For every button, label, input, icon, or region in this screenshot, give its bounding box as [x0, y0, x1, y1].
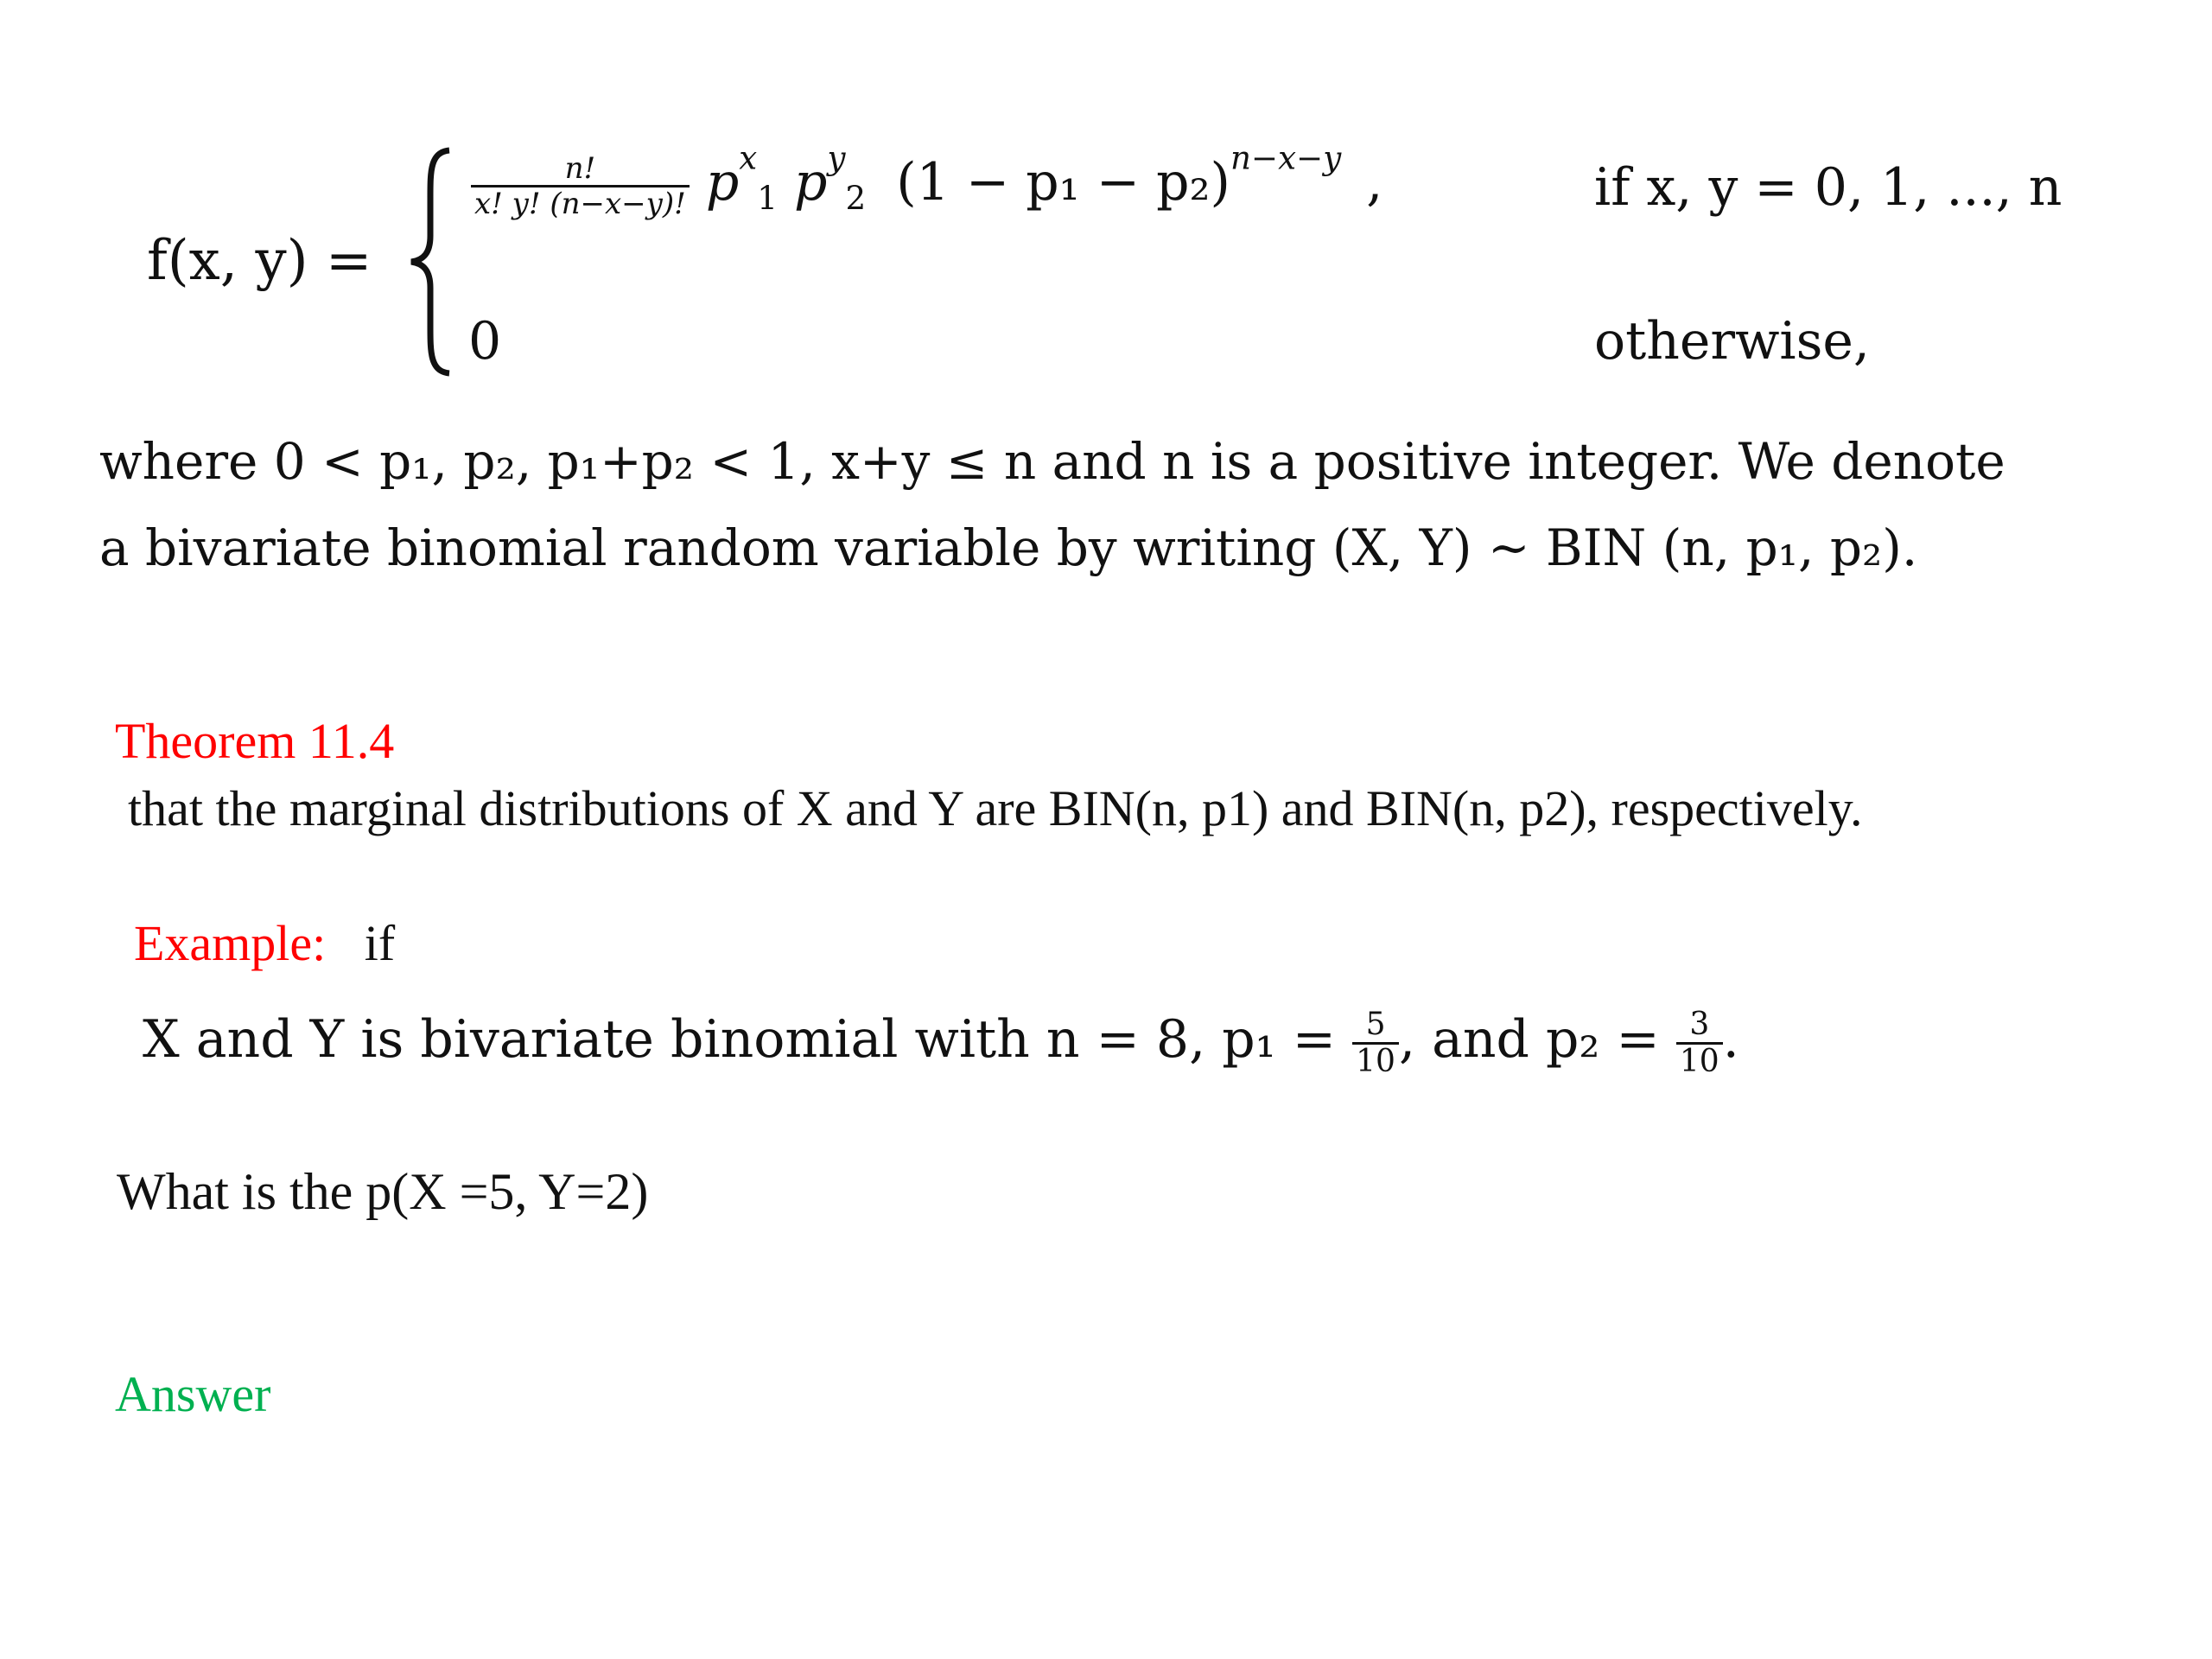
case1-numerator: n!	[471, 154, 690, 188]
left-brace	[406, 145, 458, 378]
theorem-title: Theorem 11.4	[115, 713, 395, 769]
example-statement-middle: , and p₂ =	[1398, 1009, 1660, 1071]
formula-lhs: f(x, y) =	[147, 229, 372, 293]
p1-denominator: 10	[1356, 1044, 1395, 1079]
example-if: if	[364, 915, 396, 971]
case1-p2-term: $p^y_2$	[794, 138, 867, 218]
example-statement	[143, 1009, 1739, 1077]
case1-expression	[471, 138, 1383, 221]
p1-fraction	[1352, 1009, 1399, 1077]
example-label: Example:	[134, 915, 327, 971]
case1-exponent: n−x−y	[1230, 138, 1342, 177]
case2-value: 0	[468, 311, 502, 372]
p1-numerator: 5	[1352, 1009, 1399, 1045]
example-statement-end: .	[1722, 1009, 1739, 1071]
definition-line-1: where 0 < p₁, p₂, p₁+p₂ < 1, x+y ≤ n and n is a positive integer. We denote	[99, 432, 2005, 491]
question-text: What is the p(X =5, Y=2)	[117, 1163, 649, 1220]
p2-denominator: 10	[1679, 1044, 1719, 1079]
definition-line-2: a bivariate binomial random variable by writing (X, Y) ~ BIN (n, p₁, p₂).	[99, 518, 1918, 577]
case1-condition: if x, y = 0, 1, ..., n	[1594, 157, 2063, 218]
case1-p1-term: $p^x_1$	[705, 138, 778, 218]
p2-numerator: 3	[1676, 1009, 1723, 1045]
theorem-statement: that the marginal distributions of X and Y are BIN(n, p1) and BIN(n, p2), respectively.	[128, 780, 1863, 836]
example-statement-prefix: X and Y is bivariate binomial with n = 8, p₁ =	[143, 1009, 1337, 1071]
case1-denominator: x! y! (n−x−y)!	[474, 187, 686, 221]
answer-label: Answer	[115, 1366, 271, 1422]
case1-base: (1 − p₁ − p₂)	[896, 152, 1230, 213]
p2-fraction	[1676, 1009, 1723, 1077]
case1-comma: ,	[1366, 152, 1383, 213]
example-header	[134, 914, 395, 972]
case2-condition: otherwise,	[1594, 311, 1870, 372]
case1-fraction	[471, 151, 690, 221]
